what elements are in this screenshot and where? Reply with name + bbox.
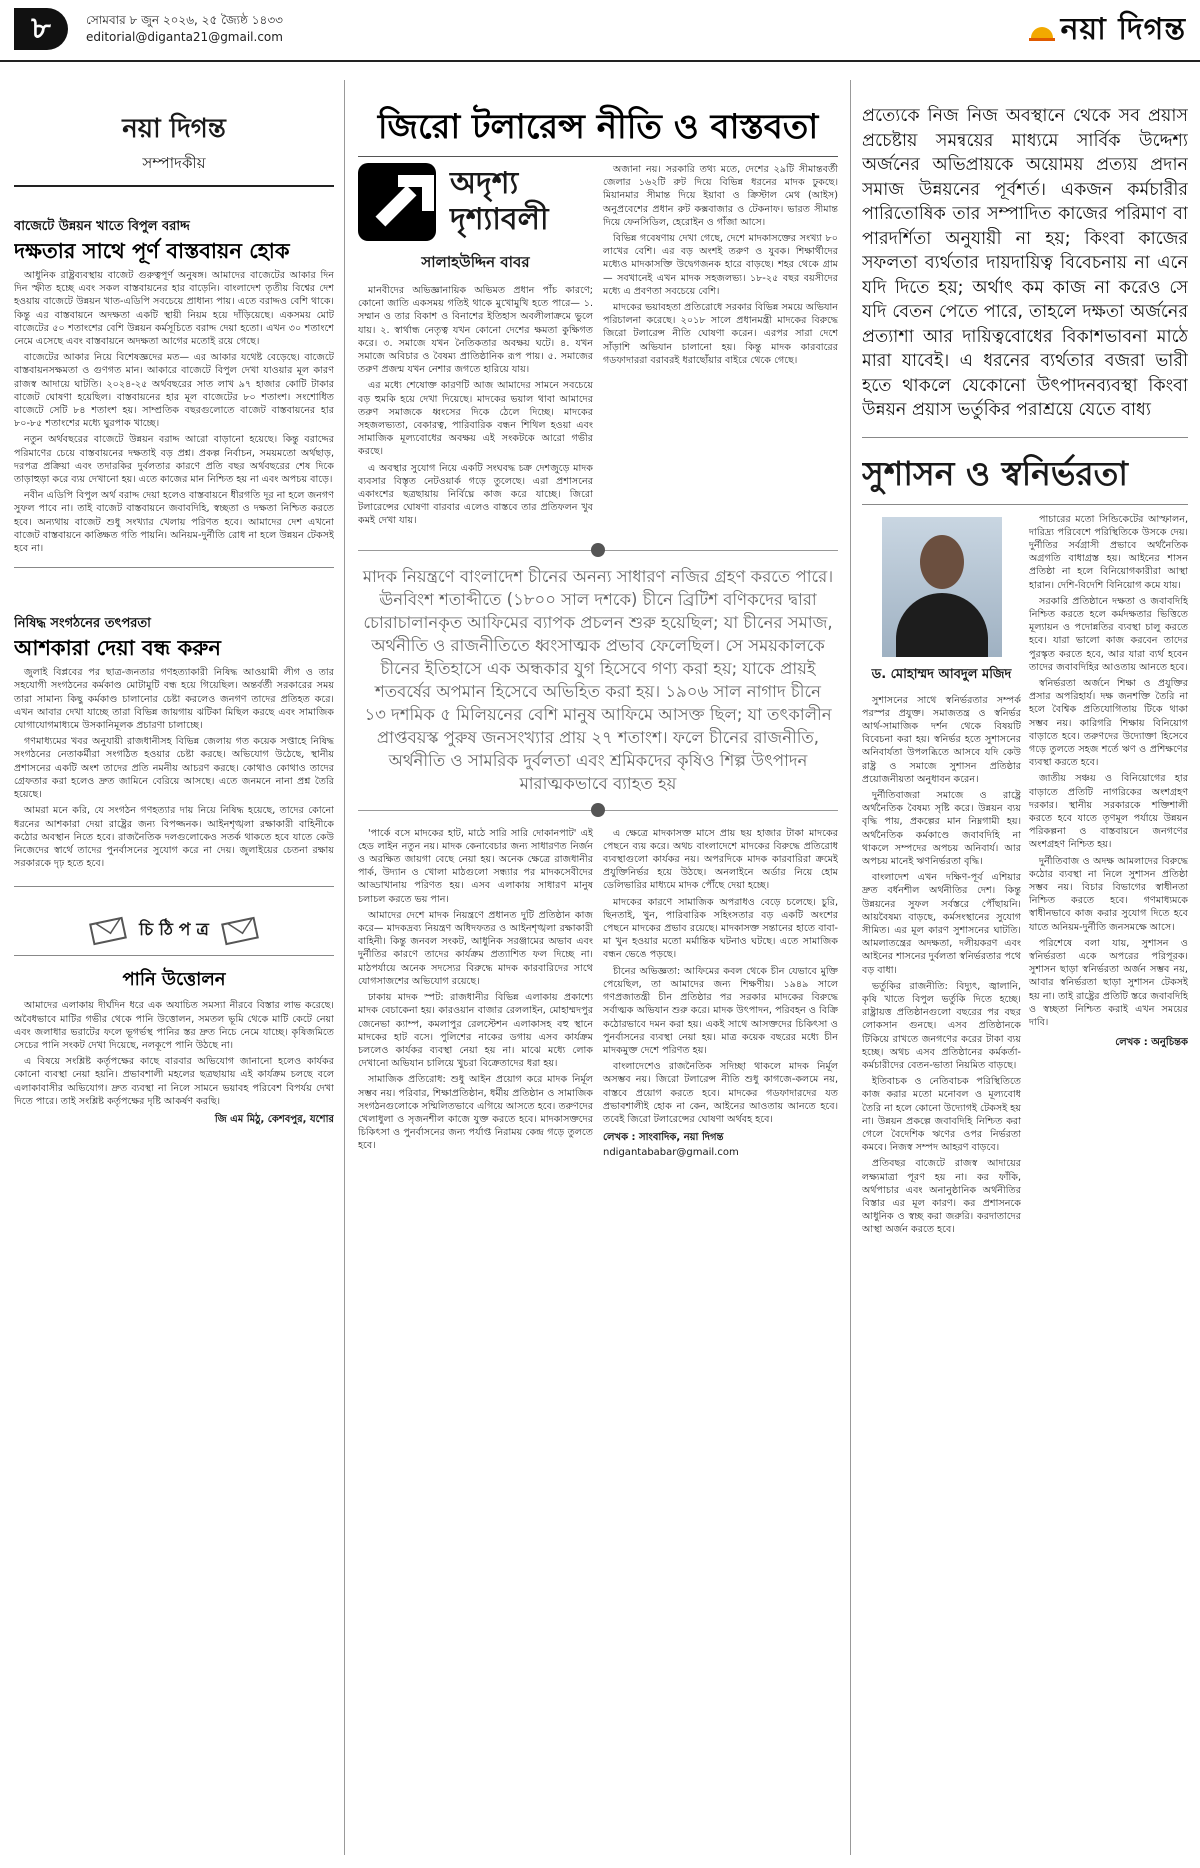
masthead-text: নয়া দিগন্ত [1060, 11, 1186, 47]
paragraph: জুলাই বিপ্লবের পর ছাত্র-জনতার গণহত্যাকারী নিষিদ্ধ আওয়ামী লীগ ও তার সহযোগী সংগঠনের কর্মকাণ্ড মোটামুটি বন্ধ হয়ে গিয়েছিল। অন্তর্বর্তী সরকারের সময় তারা সামান্য কিছু কর্মকাণ্ড চালানোর চেষ্টা করলেও জনগণ তাদের প্রতিহত করে। এখন আবার দেখা যাচ্ছে তারা বিভিন্ন জায়গায় ঝটিকা মিছিল করছে এবং সামাজিক যোগাযোগমাধ্যমে উসকানিমূলক প্রচারণা চালাচ্ছে। [14, 667, 334, 732]
divider-dot [591, 543, 605, 557]
letter-headline[interactable]: পানি উত্তোলন [122, 969, 226, 991]
editorial-logo-block [14, 108, 334, 177]
editorial-section-label: সম্পাদকীয় [142, 154, 206, 172]
right-article-col-b [1029, 513, 1188, 1240]
paragraph: নবীন এডিপি বিপুল অর্থ বরাদ্দ দেয়া হলেও বাস্তবায়নে ধীরগতি দূর না হলে জনগণ সুফল পাবে না। তাই বাজেট বাস্তবায়নে জবাবদিহি, স্বচ্ছতা ও দক্ষতা নিশ্চিত করতে হবে। অন্যথায় বাজেট শুধু সংখ্যার খেলায় পরিণত হবে। আমাদের দেশ এখনো বাজেট বাস্তবায়নে কাঙ্ক্ষিত গতি পায়নি। অনিয়ম-দুর্নীতি রোধ না হলে উন্নয়ন টেকসই হবে না। [14, 490, 334, 555]
section-rule [14, 567, 334, 568]
paragraph: মানবীদের অভিজ্ঞানায়িক অভিমত প্রধান পাঁচ কারণে; কোনো জাতি একসময় গতিই থাকে মুখোমুখি হতে পারে— ১. সম্মান ও তার বিকাশ ও বিনাশের ইতিহাস অবলীলাক্রমে ভুলে যায়। ২. স্বার্থান্ধ নেতৃত্ব যখন কোনো দেশের ক্ষমতা কুক্ষিগত করে। ৩. সমাজে যখন নৈতিকতার অবক্ষয় ঘটে। ৪. যখন সমাজে অবিচার ও বৈষম্য প্রাতিষ্ঠানিক রূপ পায়। ৫. সমাজের তরুণ প্রজন্ম যখন নেশার জগতে হারিয়ে যায়। [358, 285, 593, 376]
article-body [14, 666, 334, 870]
column-divider [344, 80, 345, 1855]
article-headline[interactable]: আশকারা দেয়া বন্ধ করুন [14, 636, 221, 661]
author-name: ড. মোহাম্মদ আবদুল মজিদ [871, 666, 1012, 682]
article-headline[interactable]: দক্ষতার সাথে পূর্ণ বাস্তবায়ন হোক [14, 239, 290, 263]
pull-quote-divider [358, 803, 838, 817]
series-name: অদৃশ্য দৃশ্যাবলী [450, 166, 549, 237]
paragraph: দুর্নীতিবাজরা সমাজে ও রাষ্ট্রে অর্থনৈতিক বৈষম্য সৃষ্টি করে। উন্নয়ন ব্যয় বৃদ্ধি পায়, প্রকল্পের মান নিম্নগামী হয়। অর্থনৈতিক কর্মকাণ্ডে জবাবদিহি না থাকলে সম্পদের অপচয় অনিবার্য। আর অপচয় মানেই ঋণনির্ভরতা বৃদ্ধি। [862, 789, 1021, 867]
feature-body-right [603, 163, 838, 531]
article-kicker: নিষিদ্ধ সংগঠনের তৎপরতা [14, 616, 151, 632]
title-rule [862, 504, 1188, 505]
author-avatar [882, 517, 1002, 657]
section-rule [14, 185, 334, 187]
pull-quote: মাদক নিয়ন্ত্রণে বাংলাদেশ চীনের অনন্য সাধারণ নজির গ্রহণ করতে পারে। ঊনবিংশ শতাব্দীতে (১৮০০ সাল দশকে) চীনে ব্রিটিশ বণিকদের দ্বারা চোরাচালানকৃত আফিমের ব্যাপক প্রচলন শুরু হয়েছিল; যা চীনের সমাজ, অর্থনীতি ও রাজনীতিতে ধ্বংসাত্মক প্রভাব ফেলেছিল। সে সময়কালকে চীনের ইতিহাসে এক অন্ধকার যুগ হিসেবে গণ্য করা হয়; যাকে প্রায়ই শতবর্ষের অপমান হিসেবে অভিহিত করা হয়। ১৯০৬ সাল নাগাদ চীনে ১৩ দশমিক ৫ মিলিয়নের বেশি মানুষ আফিমে আসক্ত ছিল; যা তৎকালীন প্রাপ্তবয়স্ক পুরুষ জনসংখ্যার প্রায় ২৭ শতাংশ। ফলে চীনের রাজনীতি, অর্থনীতি ও সামরিক দুর্বলতা এবং শ্রমিকদের কৃষিও শিল্প উৎপাদন মারাত্মকভাবে ব্যাহত হয় [362, 566, 834, 793]
feature-column [358, 104, 838, 1864]
paragraph: বাংলাদেশেও রাজনৈতিক সদিচ্ছা থাকলে মাদক নির্মূল অসম্ভব নয়। জিরো টলারেন্স নীতি শুধু কাগজে-কলমে নয়, বাস্তবে প্রয়োগ করতে হবে। মাদকের গডফাদারদের যত প্রভাবশালীই হোক না কেন, আইনের আওতায় আনতে হবে। তবেই জিরো টলারেন্সের ঘোষণা অর্থবহ হবে। [603, 1061, 838, 1125]
paragraph: এ ক্ষেত্রে মাদকাসক্ত মাসে প্রায় ছয় হাজার টাকা মাদকের পেছনে ব্যয় করে। অথচ বাংলাদেশে মাদকের বিরুদ্ধে প্রতিরোধ ব্যবস্থাগুলো কার্যকর নয়। অপরদিকে মাদক কারবারিরা ক্রমেই প্রযুক্তিনির্ভর হয়ে উঠছে। অনলাইনে অর্ডার নিয়ে হোম ডেলিভারির মাধ্যমে মাদক পৌঁছে দেয়া হচ্ছে। [603, 827, 838, 892]
right-column [862, 104, 1188, 1864]
series-arrow-icon [358, 163, 436, 241]
letter-body [14, 999, 334, 1108]
feature-lower-right [603, 827, 838, 1126]
section-rule [862, 437, 1188, 438]
series-brand [358, 163, 593, 241]
paragraph: আধুনিক রাষ্ট্রব্যবস্থায় বাজেট গুরুত্বপূর্ণ অনুষঙ্গ। আমাদের বাজেটের আকার দিন দিন স্ফীত হচ্ছে এবং সকল বাস্তবায়নের হার বাড়েনি। বাংলাদেশ তৃতীয় বিশ্বের দেশ হওয়ায় বাজেটে উন্নয়ন খাত-এডিপি সবচেয়ে প্রাধান্য পায়। এতে বরাদ্দও বেশি থাকে। কিন্তু এর বাস্তবায়নে অদক্ষতা একটি স্থায়ী নিয়ম হয়ে দাঁড়িয়েছে। একসময় মোট বাজেটের ৫০ শতাংশের বেশি উন্নয়ন কর্মসূচিতে বরাদ্দ দেয়া হতো। এখন ৩০ শতাংশে নেমে এসেছে এবং বাস্তবায়নে অদক্ষতা আগের মতোই রয়ে গেছে। [14, 270, 334, 348]
column-divider [850, 80, 851, 1855]
pull-quote-divider [358, 543, 838, 557]
right-signoff: লেখক : অনুচিন্তক [1115, 1037, 1188, 1049]
page-header [0, 0, 1200, 62]
paragraph: মাদকের ভয়াবহতা প্রতিরোধে সরকার বিভিন্ন সময়ে অভিযান পরিচালনা করেছে। ২০১৮ সালে প্রধানমন্ত্রী মাদকের বিরুদ্ধে জিরো টলারেন্স নীতি ঘোষণা করেন। এরপর সারা দেশে সাঁড়াশি অভিযান চালানো হয়। কিন্তু মাদক কারবারের গডফাদাররা বরাবরই ধরাছোঁয়ার বাইরে থেকে গেছে। [603, 302, 838, 366]
paragraph: বাংলাদেশ এখন দক্ষিণ-পূর্ব এশিয়ার দ্রুত বর্ধনশীল অর্থনীতির দেশ। কিন্তু উন্নয়নের সুফল সর্বস্তরে পৌঁছায়নি। আয়বৈষম্য বাড়ছে, কর্মসংস্থানের সুযোগ সীমিত। এর মূল কারণ সুশাসনের ঘাটতি। আমলাতন্ত্রের অদক্ষতা, দলীয়করণ এবং আইনের শাসনের দুর্বলতা স্বনির্ভরতার পথে বড় বাধা। [862, 872, 1021, 976]
paragraph: সরকারি প্রতিষ্ঠানে দক্ষতা ও জবাবদিহি নিশ্চিত করতে হলে কর্মদক্ষতার ভিত্তিতে মূল্যায়ন ও পদোন্নতির ব্যবস্থা চালু করতে হবে। যারা ভালো কাজ করবেন তাদের পুরস্কৃত করতে হবে, আর যারা ব্যর্থ হবেন তাদের জবাবদিহির আওতায় আনতে হবে। [1029, 595, 1188, 673]
right-article-columns [862, 513, 1188, 1240]
paragraph: সামাজিক প্রতিরোধ: শুধু আইন প্রয়োগ করে মাদক নির্মূল সম্ভব নয়। পরিবার, শিক্ষাপ্রতিষ্ঠান, ধর্মীয় প্রতিষ্ঠান ও সামাজিক সংগঠনগুলোকে সম্মিলিতভাবে এগিয়ে আসতে হবে। তরুণদের খেলাধুলা ও সৃজনশীল কাজে যুক্ত করতে হবে। মাদকাসক্তদের চিকিৎসা ও পুনর্বাসনের জন্য পর্যাপ্ত নিরাময় কেন্দ্র গড়ে তুলতে হবে। [358, 1074, 593, 1152]
article-kicker: বাজেটে উন্নয়ন খাতে বিপুল বরাদ্দ [14, 219, 190, 234]
feature-top-columns [358, 163, 838, 531]
envelope-icon [221, 917, 259, 946]
article-body [14, 269, 334, 555]
envelope-icon [89, 917, 127, 946]
paragraph: মাদকের কারণে সামাজিক অপরাধও বেড়ে চলেছে। চুরি, ছিনতাই, খুন, পারিবারিক সহিংসতার বড় একটি অংশের পেছনে মাদকের প্রভাব রয়েছে। মাদকাসক্ত সন্তানের হাতে বাবা-মা খুন হওয়ার মতো মর্মান্তিক ঘটনাও ঘটছে। এতে সামাজিক বন্ধন ভেঙে পড়ছে। [603, 896, 838, 961]
editorial-email[interactable]: editorial@diganta21@gmail.com [86, 30, 283, 44]
right-body-b [1029, 513, 1188, 1030]
page-number-badge: ৮ [14, 8, 68, 50]
feature-body-left [358, 284, 593, 528]
paragraph: 'পার্কে বসে মাদকের হাট, মাঠে সারি সারি দোকানপাট' এই হেড লাইন নতুন নয়। মাদক কেনাবেচার জন্য সাধারণত নির্জন ও অরক্ষিত জায়গা বেছে নেয়া হয়। অনেক ক্ষেত্রে রাজধানীর পার্ক, উদ্যান ও খোলা মাঠগুলো সন্ধ্যার পর মাদকসেবীদের আড্ডাখানায় পরিণত হয়। এসব এলাকায় সাধারণ মানুষ চলাচল করতে ভয় পান। [358, 827, 593, 905]
paragraph: ভর্তুকির রাজনীতি: বিদ্যুৎ, জ্বালানি, কৃষি খাতে বিপুল ভর্তুকি দিতে হচ্ছে। রাষ্ট্রায়ত্ত প্রতিষ্ঠানগুলো বছরের পর বছর লোকসান গুনছে। এসব প্রতিষ্ঠানকে টিকিয়ে রাখতে জনগণের করের টাকা ব্যয় হচ্ছে। অথচ এসব প্রতিষ্ঠানের কর্মকর্তা-কর্মচারীদের বেতন-ভাতা নিয়মিত বাড়ছে। [862, 980, 1021, 1071]
editorial-article-1 [14, 217, 334, 555]
paragraph: নতুন অর্থবছরের বাজেটে উন্নয়ন বরাদ্দ আরো বাড়ানো হয়েছে। কিন্তু বরাদ্দের পরিমাণের চেয়ে বাস্তবায়নের দক্ষতাই বড় প্রশ্ন। প্রকল্প নির্বাচন, সময়মতো অর্থছাড়, দরপত্র প্রক্রিয়া এবং তদারকির দুর্বলতার কারণে প্রতি বছর অর্থবছরের শেষ দিকে তাড়াহুড়া করে ব্যয় দেখানো হয়। এতে কাজের মান নিশ্চিত হয় না এবং অপচয় বাড়ে। [14, 434, 334, 486]
letter-signature: জি এম মিঠু, কেশবপুর, যশোর [214, 1113, 334, 1125]
right-article-col-a [862, 513, 1021, 1240]
masthead-logo[interactable] [1029, 6, 1186, 54]
right-body-a [862, 694, 1021, 1237]
author-email[interactable]: ndigantababar@gmail.com [603, 1147, 739, 1159]
paragraph: জাতীয় সঞ্চয় ও বিনিয়োগের হার বাড়াতে প্রতিটি নাগরিকের অংশগ্রহণ দরকার। স্থানীয় সরকারকে শক্তিশালী করতে হবে যাতে তৃণমূল পর্যায়ে উন্নয়ন পরিকল্পনা ও বাস্তবায়নে জনগণের অংশগ্রহণ নিশ্চিত হয়। [1029, 773, 1188, 851]
paragraph: প্রতিবছর বাজেটে রাজস্ব আদায়ের লক্ষ্যমাত্রা পূরণ হয় না। কর ফাঁকি, অর্থপাচার এবং অনানুষ্ঠানিক অর্থনীতির বিস্তার এর মূল কারণ। কর প্রশাসনকে আধুনিক ও স্বচ্ছ করা জরুরি। করদাতাদের আস্থা অর্জন করতে হবে। [862, 1158, 1021, 1236]
right-article-title[interactable]: সুশাসন ও স্বনির্ভরতা [862, 453, 1128, 493]
paragraph: গণমাধ্যমের খবর অনুযায়ী রাজধানীসহ বিভিন্ন জেলায় গত কয়েক সপ্তাহে নিষিদ্ধ সংগঠনের নেতাকর্মীরা সংগঠিত হওয়ার চেষ্টা করছে। অভিযোগ উঠেছে, স্থানীয় প্রশাসনের একটি অংশ তাদের প্রতি নমনীয় আচরণ করছে। কোথাও কোথাও তাদের গ্রেফতার করা হলেও দ্রুত জামিনে বেরিয়ে আসছে। এতে জনমনে নানা প্রশ্ন তৈরি হয়েছে। [14, 736, 334, 801]
paragraph: পরিশেষে বলা যায়, সুশাসন ও স্বনির্ভরতা একে অপরের পরিপূরক। সুশাসন ছাড়া স্বনির্ভরতা অর্জন সম্ভব নয়, আবার স্বনির্ভরতা ছাড়া সুশাসন টেকসই হয় না। তাই রাষ্ট্রের প্রতিটি স্তরে জবাবদিহি ও স্বচ্ছতা নিশ্চিত করাই এখন সময়ের দাবি। [1029, 937, 1188, 1029]
author-byline: সালাহউদ্দিন বাবর [421, 253, 530, 271]
paragraph: আমরা মনে করি, যে সংগঠন গণহত্যার দায় নিয়ে নিষিদ্ধ হয়েছে, তাদের কোনো ধরনের আশকারা দেয়া রাষ্ট্রের জন্য বিপজ্জনক। আইনশৃঙ্খলা রক্ষাকারী বাহিনীকে কঠোর অবস্থান নিতে হবে। রাজনৈতিক দলগুলোকেও সতর্ক থাকতে হবে যাতে কেউ নিজেদের স্বার্থে তাদের পুনর্বাসনের সুযোগ করে না দেয়। জুলাইয়ের চেতনা রক্ষায় সরকারকে দৃঢ় হতে হবে। [14, 805, 334, 870]
paragraph: সুশাসনের সাথে স্বনির্ভরতার সম্পর্ক পরস্পর প্রযুক্ত। সমাজতন্ত্র ও স্বনির্ভর আর্থ-সামাজিক দর্শন থেকে বিষয়টি বিবেচনা করা হয়। স্বনির্ভর হতে সুশাসনের অনিবার্যতা উপলব্ধিতে আসবে যদি কেউ রাষ্ট্র ও সমাজে সুশাসন প্রতিষ্ঠার প্রয়োজনীয়তা অনুধাবন করেন। [862, 694, 1021, 785]
feature-lower-left [358, 827, 593, 1158]
paragraph: অজানা নয়। সরকারি তথ্য মতে, দেশের ২৯টি সীমান্তবর্তী জেলার ১৬২টি রুট দিয়ে বিভিন্ন ধরনের মাদক ঢুকছে। মিয়ানমার সীমান্ত দিয়ে ইয়াবা ও ক্রিস্টাল মেথ (আইস) অনুপ্রবেশের প্রধান রুট কক্সবাজার ও টেকনাফ। ভারত সীমান্ত দিয়ে ফেনসিডিল, হেরোইন ও গাঁজা আসে। [603, 164, 838, 228]
paragraph: পাচারের মতো সিন্ডিকেটের আস্ফালন, দারিদ্র্য পরিবেশে পরিস্থিতিকে উসকে দেয়। দুর্নীতির সর্বগ্রাসী প্রভাবে অর্থনৈতিক অগ্রগতি বাধাগ্রস্ত হয়। আইনের শাসন প্রতিষ্ঠা না হলে বিনিয়োগকারীরা আস্থা হারান। দেশি-বিদেশি বিনিয়োগ কমে যায়। [1029, 513, 1188, 591]
paragraph: এ বিষয়ে সংশ্লিষ্ট কর্তৃপক্ষের কাছে বারবার অভিযোগ জানানো হলেও কার্যকর কোনো ব্যবস্থা নেয়া হয়নি। প্রভাবশালী মহলের ছত্রছায়ায় এই কার্যক্রম চলছে বলে এলাকাবাসীর অভিযোগ। দ্রুত ব্যবস্থা না নিলে সামনে ভয়াবহ পরিবেশ বিপর্যয় দেখা দিতে পারে। তাই সংশ্লিষ্ট কর্তৃপক্ষের দৃষ্টি আকর্ষণ করছি। [14, 1056, 334, 1107]
section-rule [14, 955, 334, 956]
paragraph: স্বনির্ভরতা অর্জনে শিক্ষা ও প্রযুক্তির প্রসার অপরিহার্য। দক্ষ জনশক্তি তৈরি না হলে বৈশ্বিক প্রতিযোগিতায় টিকে থাকা সম্ভব নয়। কারিগরি শিক্ষায় বিনিয়োগ বাড়াতে হবে। তরুণদের উদ্যোক্তা হিসেবে গড়ে তুলতে সহজ শর্তে ঋণ ও প্রশিক্ষণের ব্যবস্থা করতে হবে। [1029, 677, 1188, 769]
divider-dot [591, 803, 605, 817]
paragraph: ইতিবাচক ও নেতিবাচক পরিস্থিতিতে কাজ করার মতো মনোবল ও মূল্যবোধ তৈরি না হলে কোনো উদ্যোগই টেকসই হয় না। উন্নয়ন প্রকল্পে জবাবদিহি নিশ্চিত করা গেলে বৈদেশিক ঋণের ওপর নির্ভরতা কমবে। নিজস্ব সম্পদ আহরণ বাড়বে। [862, 1076, 1021, 1154]
feature-left-block [358, 163, 593, 531]
editorial-column [14, 108, 334, 1868]
letters-section [14, 917, 334, 1129]
paragraph: এর মধ্যে শেষোক্ত কারণটি আজ আমাদের সামনে সবচেয়ে বড় হুমকি হয়ে দেখা দিয়েছে। মাদকের ভয়াল থাবা আমাদের তরুণ সমাজকে ধ্বংসের দিকে ঠেলে দিচ্ছে। মাদকের সহজলভ্যতা, বেকারত্ব, পারিবারিক বন্ধন শিথিল হওয়া এবং সামাজিক মূল্যবোধের অবক্ষয় এই সংকটকে আরো গভীর করছে। [358, 380, 593, 458]
paragraph: বিভিন্ন গবেষণায় দেখা গেছে, দেশে মাদকাসক্তের সংখ্যা ৮০ লাখের বেশি। এর বড় অংশই তরুণ ও যুবক। শিক্ষার্থীদের মধ্যেও মাদকাসক্তি উদ্বেগজনক হারে বাড়ছে। শহর থেকে গ্রাম— সবখানেই এখন মাদক সহজলভ্য। ১৮-২৫ বছর বয়সীদের মধ্যে এ প্রবণতা সবচেয়ে বেশি। [603, 233, 838, 297]
feature-lower-columns [358, 827, 838, 1158]
feature-title[interactable]: জিরো টলারেন্স নীতি ও বাস্তবতা [377, 107, 819, 147]
editorial-article-2 [14, 614, 334, 870]
paragraph: চীনের অভিজ্ঞতা: আফিমের কবল থেকে চীন যেভাবে মুক্তি পেয়েছিল, তা আমাদের জন্য শিক্ষণীয়। ১৯৪৯ সালে গণপ্রজাতন্ত্রী চীন প্রতিষ্ঠার পর সরকার মাদকের বিরুদ্ধে সর্বাত্মক অভিযান শুরু করে। মাদক উৎপাদন, পরিবহন ও বিক্রি কঠোরভাবে দমন করা হয়। একই সাথে আসক্তদের চিকিৎসা ও পুনর্বাসনের ব্যবস্থা নেয়া হয়। মাত্র কয়েক বছরের মধ্যে চীন মাদকমুক্ত দেশে পরিণত হয়। [603, 965, 838, 1056]
paragraph: দুর্নীতিবাজ ও অদক্ষ আমলাদের বিরুদ্ধে কঠোর ব্যবস্থা না নিলে সুশাসন প্রতিষ্ঠা সম্ভব নয়। বিচার বিভাগের স্বাধীনতা নিশ্চিত করতে হবে। গণমাধ্যমকে স্বাধীনভাবে কাজ করার সুযোগ দিতে হবে যাতে অনিয়ম-দুর্নীতি জনসমক্ষে আসে। [1029, 855, 1188, 933]
paragraph: এ অবস্থার সুযোগ নিয়ে একটি সংঘবদ্ধ চক্র দেশজুড়ে মাদক ব্যবসার বিস্তৃত নেটওয়ার্ক গড়ে তুলেছে। এরা প্রশাসনের একাংশের ছত্রছায়ায় নির্বিঘ্নে কাজ করে যাচ্ছে। জিরো টলারেন্সের ঘোষণা বারবার এলেও বাস্তবে তার প্রতিফলন খুব কমই দেখা যায়। [358, 462, 593, 527]
section-rule [14, 886, 334, 887]
paragraph: ঢাকায় মাদক স্পট: রাজধানীর বিভিন্ন এলাকায় প্রকাশ্যে মাদক বেচাকেনা হয়। কারওয়ান বাজার রেললাইন, মোহাম্মদপুর জেনেভা ক্যাম্প, কমলাপুর রেলস্টেশন এলাকাসহ বহু স্থানে মাদকের হাট বসে। পুলিশের নাকের ডগায় এসব কার্যক্রম চললেও কার্যকর ব্যবস্থা নেয়া হয় না। মাঝে মধ্যে লোক দেখানো অভিযান চালিয়ে খুচরা বিক্রেতাদের ধরা হয়। [358, 992, 593, 1070]
editorial-logo: নয়া দিগন্ত [122, 114, 226, 144]
letters-title: চি ঠি প ত্র [139, 920, 209, 941]
paragraph: বাজেটের আকার নিয়ে বিশেষজ্ঞদের মত— এর আকার যথেষ্ট বেড়েছে। বাজেটে বাস্তবায়নসক্ষমতা ও গুণগত মান। আকারে বাজেটে বিপুল দেখা যাওয়ার মূল কারণ রাজস্ব আদায়ে ঘাটতি। ২০২৪-২৫ অর্থবছরের সাত লাখ ৯৭ হাজার কোটি টাকার বাজেট ঘোষণা হয়েছিল। বাস্তবায়নের হার মূল বাজেটের ৮০ শতাংশ। সংশোধিত বাজেটে সেটি ৮৪ শতাংশ হয়। সাম্প্রতিক বছরগুলোতে বাজেট বাস্তবায়নের হার ৮০-৮৫ শতাংশের মধ্যে ঘুরপাক খাচ্ছে। [14, 352, 334, 430]
letters-header [14, 917, 334, 945]
title-rule [358, 156, 838, 157]
intro-quote: প্রত্যেকে নিজ নিজ অবস্থানে থেকে সব প্রয়াস প্রচেষ্টায় সমন্বয়ের মাধ্যমে সার্বিক উদ্দেশ্য অর্জনের অভিপ্রায়কে অয়োময় প্রত্যয় প্রদান সমাজ উন্নয়নের পূর্বশর্ত। একজন কর্মচারীর পারিতোষিক তার সম্পাদিত কাজের পরিমাণ বা পারদর্শিতা অনুযায়ী না হয়; কিংবা কাজের সফলতা ব্যর্থতার দায়দায়িত্ব বিবেচনায় না এনে যদি দিতে হয়; অর্থাৎ কম কাজ না করেও সে যদি বেতন পেতে পারে, তাহলে দক্ষতা অর্জনের প্রত্যাশা আর দায়িত্ববোধের বিকাশভাবনা মাঠে মারা যাবেই। এ ধরনের ব্যর্থতার বজরা ভারী হতে থাকলে যেকোনো উৎপাদনব্যবস্থা কিংবা উন্নয়ন প্রয়াস ভর্তুকির পরাশ্রয়ে যেতে বাধ্য [862, 106, 1188, 420]
feature-lower-right-block [603, 827, 838, 1158]
issue-date: সোমবার ৮ জুন ২০২৬, ২৫ জ্যৈষ্ঠ ১৪৩৩ [86, 13, 283, 27]
paragraph: আমাদের দেশে মাদক নিয়ন্ত্রণে প্রধানত দুটি প্রতিষ্ঠান কাজ করে— মাদকদ্রব্য নিয়ন্ত্রণ অধিদফতর ও আইনশৃঙ্খলা রক্ষাকারী বাহিনী। কিন্তু জনবল সংকট, আধুনিক সরঞ্জামের অভাব এবং দুর্নীতির কারণে তাদের কার্যক্রম প্রত্যাশিত ফল দিচ্ছে না। মাঠপর্যায়ে অনেক সদস্যের বিরুদ্ধে মাদক কারবারিদের সাথে যোগসাজশের অভিযোগ রয়েছে। [358, 909, 593, 987]
feature-signoff: লেখক : সাংবাদিক, নয়া দিগন্ত [603, 1132, 724, 1144]
sun-logo-icon [1029, 17, 1055, 43]
paragraph: আমাদের এলাকায় দীর্ঘদিন ধরে এক অযাচিত সমস্যা নীরবে বিস্তার লাভ করেছে। অবৈধভাবে মাটির গভীর থেকে পানি উত্তোলন, সমতল ভূমি থেকে মাটি কেটে নেয়া এবং জলাধার ভরাটের ফলে ভূগর্ভস্থ পানির স্তর দ্রুত নিচে নেমে যাচ্ছে। কৃষিজমিতে সেচের পানি সংকট দেখা দিয়েছে, নলকূপে পানি উঠছে না। [14, 1000, 334, 1051]
